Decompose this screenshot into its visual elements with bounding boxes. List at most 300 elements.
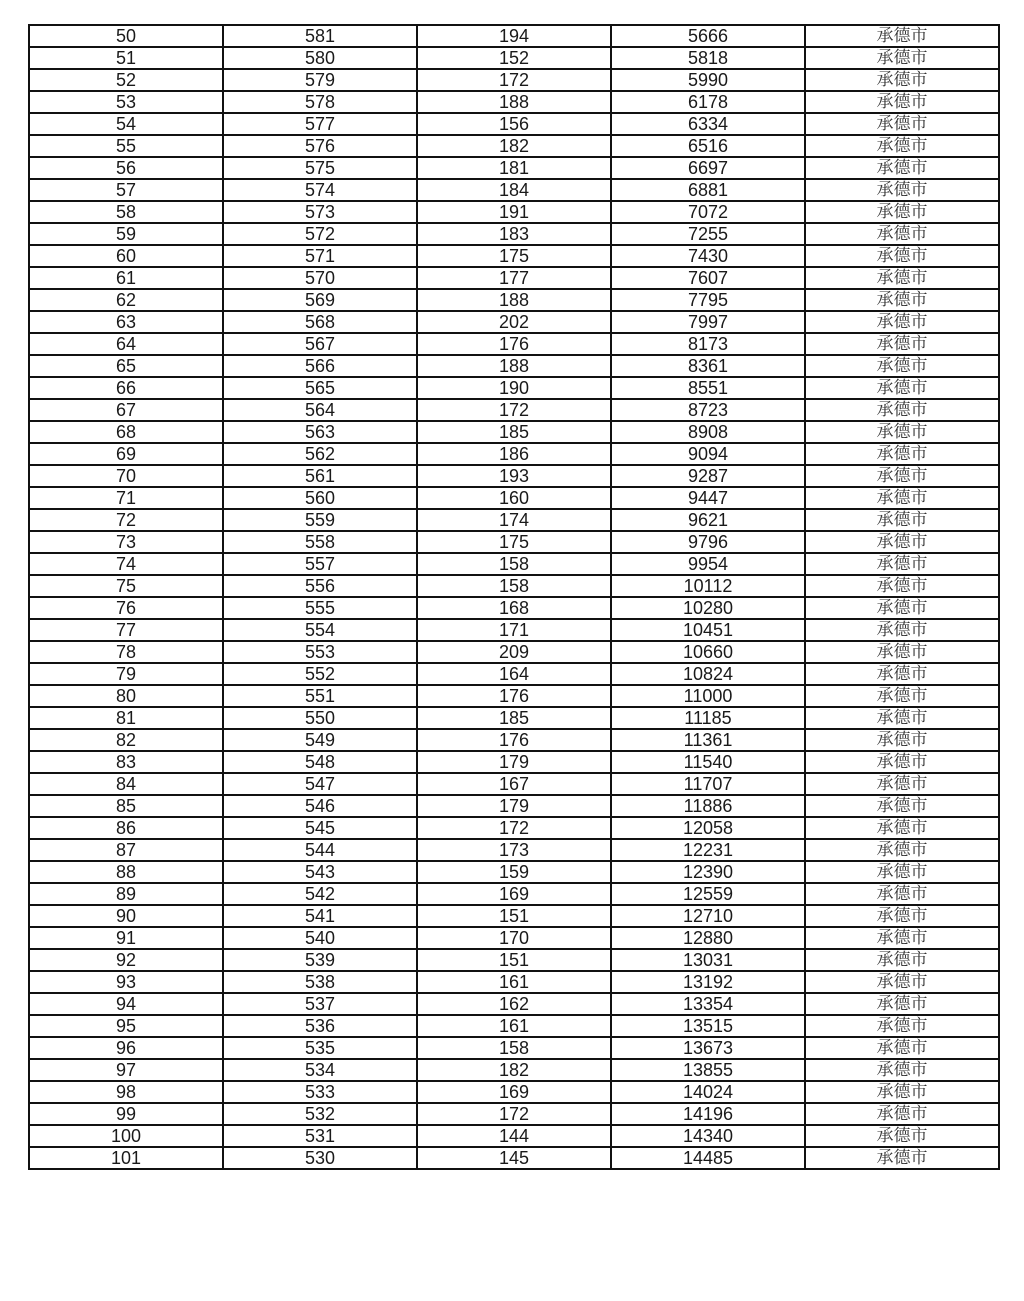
score-cell: 559 [223, 509, 417, 531]
score-cell: 536 [223, 1015, 417, 1037]
cumulative-cell: 8173 [611, 333, 805, 355]
cumulative-cell: 14196 [611, 1103, 805, 1125]
rank-cell: 58 [29, 201, 223, 223]
city-cell: 承德市 [805, 949, 999, 971]
cumulative-cell: 12710 [611, 905, 805, 927]
count-cell: 184 [417, 179, 611, 201]
rank-cell: 52 [29, 69, 223, 91]
rank-cell: 50 [29, 25, 223, 47]
rank-cell: 90 [29, 905, 223, 927]
cumulative-cell: 5990 [611, 69, 805, 91]
cumulative-cell: 7795 [611, 289, 805, 311]
table-row [29, 949, 999, 971]
cumulative-cell: 10824 [611, 663, 805, 685]
table-row [29, 487, 999, 509]
score-cell: 534 [223, 1059, 417, 1081]
cumulative-cell: 13192 [611, 971, 805, 993]
cumulative-cell: 11361 [611, 729, 805, 751]
rank-cell: 80 [29, 685, 223, 707]
count-cell: 182 [417, 1059, 611, 1081]
count-cell: 151 [417, 905, 611, 927]
table-row [29, 861, 999, 883]
rank-cell: 55 [29, 135, 223, 157]
score-cell: 575 [223, 157, 417, 179]
city-cell: 承德市 [805, 509, 999, 531]
city-cell: 承德市 [805, 729, 999, 751]
score-cell: 538 [223, 971, 417, 993]
count-cell: 171 [417, 619, 611, 641]
table-row [29, 245, 999, 267]
cumulative-cell: 8361 [611, 355, 805, 377]
table-row [29, 597, 999, 619]
table-row [29, 443, 999, 465]
count-cell: 172 [417, 399, 611, 421]
count-cell: 176 [417, 685, 611, 707]
city-cell: 承德市 [805, 157, 999, 179]
table-row [29, 883, 999, 905]
city-cell: 承德市 [805, 267, 999, 289]
table-row [29, 531, 999, 553]
count-cell: 161 [417, 971, 611, 993]
table-row [29, 289, 999, 311]
cumulative-cell: 13354 [611, 993, 805, 1015]
table-row [29, 91, 999, 113]
table-row [29, 157, 999, 179]
city-cell: 承德市 [805, 553, 999, 575]
rank-cell: 64 [29, 333, 223, 355]
table-row [29, 553, 999, 575]
rank-cell: 96 [29, 1037, 223, 1059]
count-cell: 182 [417, 135, 611, 157]
city-cell: 承德市 [805, 113, 999, 135]
rank-cell: 89 [29, 883, 223, 905]
cumulative-cell: 5666 [611, 25, 805, 47]
table-row [29, 355, 999, 377]
count-cell: 159 [417, 861, 611, 883]
count-cell: 175 [417, 245, 611, 267]
cumulative-cell: 8908 [611, 421, 805, 443]
city-cell: 承德市 [805, 289, 999, 311]
score-cell: 530 [223, 1147, 417, 1169]
count-cell: 158 [417, 1037, 611, 1059]
table-row [29, 509, 999, 531]
score-cell: 551 [223, 685, 417, 707]
cumulative-cell: 12559 [611, 883, 805, 905]
count-cell: 202 [417, 311, 611, 333]
rank-cell: 94 [29, 993, 223, 1015]
city-cell: 承德市 [805, 443, 999, 465]
score-cell: 535 [223, 1037, 417, 1059]
cumulative-cell: 12390 [611, 861, 805, 883]
score-cell: 574 [223, 179, 417, 201]
rank-cell: 77 [29, 619, 223, 641]
count-cell: 185 [417, 707, 611, 729]
city-cell: 承德市 [805, 597, 999, 619]
city-cell: 承德市 [805, 1147, 999, 1169]
rank-cell: 61 [29, 267, 223, 289]
score-cell: 550 [223, 707, 417, 729]
city-cell: 承德市 [805, 355, 999, 377]
city-cell: 承德市 [805, 135, 999, 157]
count-cell: 156 [417, 113, 611, 135]
rank-cell: 59 [29, 223, 223, 245]
score-cell: 570 [223, 267, 417, 289]
table-row [29, 399, 999, 421]
cumulative-cell: 11540 [611, 751, 805, 773]
count-cell: 194 [417, 25, 611, 47]
score-cell: 546 [223, 795, 417, 817]
table-row [29, 619, 999, 641]
score-cell: 531 [223, 1125, 417, 1147]
city-cell: 承德市 [805, 69, 999, 91]
city-cell: 承德市 [805, 839, 999, 861]
count-cell: 158 [417, 553, 611, 575]
cumulative-cell: 9447 [611, 487, 805, 509]
table-row [29, 1081, 999, 1103]
cumulative-cell: 14340 [611, 1125, 805, 1147]
cumulative-cell: 11707 [611, 773, 805, 795]
table-row [29, 795, 999, 817]
score-cell: 566 [223, 355, 417, 377]
score-cell: 554 [223, 619, 417, 641]
count-cell: 145 [417, 1147, 611, 1169]
city-cell: 承德市 [805, 399, 999, 421]
score-cell: 556 [223, 575, 417, 597]
cumulative-cell: 7997 [611, 311, 805, 333]
table-row [29, 421, 999, 443]
count-cell: 172 [417, 69, 611, 91]
count-cell: 151 [417, 949, 611, 971]
table-row [29, 311, 999, 333]
rank-cell: 62 [29, 289, 223, 311]
cumulative-cell: 13515 [611, 1015, 805, 1037]
score-cell: 573 [223, 201, 417, 223]
table-row [29, 575, 999, 597]
city-cell: 承德市 [805, 773, 999, 795]
score-cell: 564 [223, 399, 417, 421]
rank-cell: 60 [29, 245, 223, 267]
count-cell: 188 [417, 289, 611, 311]
city-cell: 承德市 [805, 245, 999, 267]
city-cell: 承德市 [805, 795, 999, 817]
cumulative-cell: 11185 [611, 707, 805, 729]
score-cell: 555 [223, 597, 417, 619]
table-row [29, 663, 999, 685]
table-row [29, 641, 999, 663]
count-cell: 176 [417, 333, 611, 355]
city-cell: 承德市 [805, 465, 999, 487]
count-cell: 167 [417, 773, 611, 795]
count-cell: 173 [417, 839, 611, 861]
rank-cell: 65 [29, 355, 223, 377]
score-cell: 571 [223, 245, 417, 267]
table-row [29, 993, 999, 1015]
city-cell: 承德市 [805, 377, 999, 399]
city-cell: 承德市 [805, 1125, 999, 1147]
count-cell: 172 [417, 1103, 611, 1125]
score-cell: 547 [223, 773, 417, 795]
count-cell: 170 [417, 927, 611, 949]
cumulative-cell: 13031 [611, 949, 805, 971]
city-cell: 承德市 [805, 91, 999, 113]
city-cell: 承德市 [805, 1015, 999, 1037]
rank-cell: 92 [29, 949, 223, 971]
rank-cell: 69 [29, 443, 223, 465]
count-cell: 161 [417, 1015, 611, 1037]
score-cell: 541 [223, 905, 417, 927]
table-row [29, 179, 999, 201]
cumulative-cell: 6334 [611, 113, 805, 135]
table-row [29, 1147, 999, 1169]
score-cell: 544 [223, 839, 417, 861]
score-cell: 565 [223, 377, 417, 399]
cumulative-cell: 8723 [611, 399, 805, 421]
rank-cell: 99 [29, 1103, 223, 1125]
score-cell: 549 [223, 729, 417, 751]
count-cell: 164 [417, 663, 611, 685]
count-cell: 185 [417, 421, 611, 443]
table-row [29, 201, 999, 223]
city-cell: 承德市 [805, 25, 999, 47]
rank-cell: 53 [29, 91, 223, 113]
city-cell: 承德市 [805, 971, 999, 993]
cumulative-cell: 12231 [611, 839, 805, 861]
cumulative-cell: 7607 [611, 267, 805, 289]
rank-cell: 88 [29, 861, 223, 883]
city-cell: 承德市 [805, 861, 999, 883]
cumulative-cell: 10660 [611, 641, 805, 663]
rank-cell: 63 [29, 311, 223, 333]
count-cell: 160 [417, 487, 611, 509]
score-cell: 540 [223, 927, 417, 949]
cumulative-cell: 6178 [611, 91, 805, 113]
cumulative-cell: 7072 [611, 201, 805, 223]
rank-cell: 56 [29, 157, 223, 179]
city-cell: 承德市 [805, 1103, 999, 1125]
count-cell: 177 [417, 267, 611, 289]
city-cell: 承德市 [805, 487, 999, 509]
rank-cell: 67 [29, 399, 223, 421]
count-cell: 162 [417, 993, 611, 1015]
score-cell: 532 [223, 1103, 417, 1125]
score-cell: 578 [223, 91, 417, 113]
city-cell: 承德市 [805, 1037, 999, 1059]
count-cell: 191 [417, 201, 611, 223]
city-cell: 承德市 [805, 531, 999, 553]
cumulative-cell: 14485 [611, 1147, 805, 1169]
cumulative-cell: 11886 [611, 795, 805, 817]
cumulative-cell: 9796 [611, 531, 805, 553]
score-cell: 542 [223, 883, 417, 905]
cumulative-cell: 7430 [611, 245, 805, 267]
rank-cell: 86 [29, 817, 223, 839]
score-cell: 545 [223, 817, 417, 839]
score-distribution-table [28, 24, 1000, 1170]
city-cell: 承德市 [805, 311, 999, 333]
table-row [29, 1059, 999, 1081]
count-cell: 181 [417, 157, 611, 179]
table-row [29, 839, 999, 861]
city-cell: 承德市 [805, 685, 999, 707]
rank-cell: 76 [29, 597, 223, 619]
cumulative-cell: 9954 [611, 553, 805, 575]
score-cell: 533 [223, 1081, 417, 1103]
rank-cell: 54 [29, 113, 223, 135]
cumulative-cell: 10280 [611, 597, 805, 619]
city-cell: 承德市 [805, 927, 999, 949]
rank-cell: 74 [29, 553, 223, 575]
rank-cell: 83 [29, 751, 223, 773]
table-row [29, 817, 999, 839]
cumulative-cell: 12880 [611, 927, 805, 949]
city-cell: 承德市 [805, 333, 999, 355]
table-row [29, 377, 999, 399]
table-row [29, 1037, 999, 1059]
table-row [29, 971, 999, 993]
count-cell: 152 [417, 47, 611, 69]
score-cell: 577 [223, 113, 417, 135]
score-cell: 561 [223, 465, 417, 487]
city-cell: 承德市 [805, 817, 999, 839]
cumulative-cell: 7255 [611, 223, 805, 245]
rank-cell: 100 [29, 1125, 223, 1147]
table-row [29, 1103, 999, 1125]
table-row [29, 465, 999, 487]
cumulative-cell: 10451 [611, 619, 805, 641]
city-cell: 承德市 [805, 201, 999, 223]
table-row [29, 707, 999, 729]
city-cell: 承德市 [805, 905, 999, 927]
score-cell: 572 [223, 223, 417, 245]
cumulative-cell: 14024 [611, 1081, 805, 1103]
count-cell: 144 [417, 1125, 611, 1147]
table-row [29, 1015, 999, 1037]
cumulative-cell: 6516 [611, 135, 805, 157]
score-cell: 576 [223, 135, 417, 157]
score-distribution-sheet [28, 24, 998, 1170]
rank-cell: 70 [29, 465, 223, 487]
rank-cell: 57 [29, 179, 223, 201]
score-cell: 567 [223, 333, 417, 355]
table-body [29, 25, 999, 1169]
cumulative-cell: 6881 [611, 179, 805, 201]
cumulative-cell: 10112 [611, 575, 805, 597]
cumulative-cell: 9287 [611, 465, 805, 487]
count-cell: 176 [417, 729, 611, 751]
count-cell: 168 [417, 597, 611, 619]
count-cell: 179 [417, 751, 611, 773]
table-row [29, 135, 999, 157]
city-cell: 承德市 [805, 751, 999, 773]
score-cell: 558 [223, 531, 417, 553]
score-cell: 563 [223, 421, 417, 443]
city-cell: 承德市 [805, 993, 999, 1015]
count-cell: 174 [417, 509, 611, 531]
cumulative-cell: 9621 [611, 509, 805, 531]
rank-cell: 98 [29, 1081, 223, 1103]
table-row [29, 47, 999, 69]
table-row [29, 223, 999, 245]
count-cell: 172 [417, 817, 611, 839]
table-row [29, 773, 999, 795]
rank-cell: 95 [29, 1015, 223, 1037]
table-row [29, 333, 999, 355]
rank-cell: 68 [29, 421, 223, 443]
count-cell: 188 [417, 355, 611, 377]
score-cell: 552 [223, 663, 417, 685]
rank-cell: 79 [29, 663, 223, 685]
table-row [29, 113, 999, 135]
city-cell: 承德市 [805, 223, 999, 245]
count-cell: 183 [417, 223, 611, 245]
count-cell: 209 [417, 641, 611, 663]
city-cell: 承德市 [805, 421, 999, 443]
rank-cell: 72 [29, 509, 223, 531]
score-cell: 557 [223, 553, 417, 575]
count-cell: 169 [417, 1081, 611, 1103]
score-cell: 581 [223, 25, 417, 47]
rank-cell: 71 [29, 487, 223, 509]
rank-cell: 66 [29, 377, 223, 399]
cumulative-cell: 6697 [611, 157, 805, 179]
cumulative-cell: 9094 [611, 443, 805, 465]
rank-cell: 75 [29, 575, 223, 597]
rank-cell: 82 [29, 729, 223, 751]
score-cell: 560 [223, 487, 417, 509]
score-cell: 548 [223, 751, 417, 773]
rank-cell: 84 [29, 773, 223, 795]
cumulative-cell: 8551 [611, 377, 805, 399]
table-row [29, 1125, 999, 1147]
rank-cell: 93 [29, 971, 223, 993]
city-cell: 承德市 [805, 663, 999, 685]
score-cell: 543 [223, 861, 417, 883]
cumulative-cell: 12058 [611, 817, 805, 839]
cumulative-cell: 13673 [611, 1037, 805, 1059]
city-cell: 承德市 [805, 619, 999, 641]
score-cell: 553 [223, 641, 417, 663]
table-row [29, 927, 999, 949]
city-cell: 承德市 [805, 1081, 999, 1103]
table-row [29, 685, 999, 707]
score-cell: 539 [223, 949, 417, 971]
count-cell: 186 [417, 443, 611, 465]
rank-cell: 85 [29, 795, 223, 817]
score-cell: 537 [223, 993, 417, 1015]
city-cell: 承德市 [805, 883, 999, 905]
city-cell: 承德市 [805, 641, 999, 663]
city-cell: 承德市 [805, 47, 999, 69]
rank-cell: 97 [29, 1059, 223, 1081]
rank-cell: 51 [29, 47, 223, 69]
count-cell: 188 [417, 91, 611, 113]
score-cell: 579 [223, 69, 417, 91]
rank-cell: 73 [29, 531, 223, 553]
score-cell: 580 [223, 47, 417, 69]
count-cell: 193 [417, 465, 611, 487]
rank-cell: 78 [29, 641, 223, 663]
cumulative-cell: 11000 [611, 685, 805, 707]
city-cell: 承德市 [805, 575, 999, 597]
table-row [29, 751, 999, 773]
count-cell: 175 [417, 531, 611, 553]
table-row [29, 729, 999, 751]
table-row [29, 25, 999, 47]
score-cell: 562 [223, 443, 417, 465]
cumulative-cell: 5818 [611, 47, 805, 69]
city-cell: 承德市 [805, 179, 999, 201]
rank-cell: 101 [29, 1147, 223, 1169]
